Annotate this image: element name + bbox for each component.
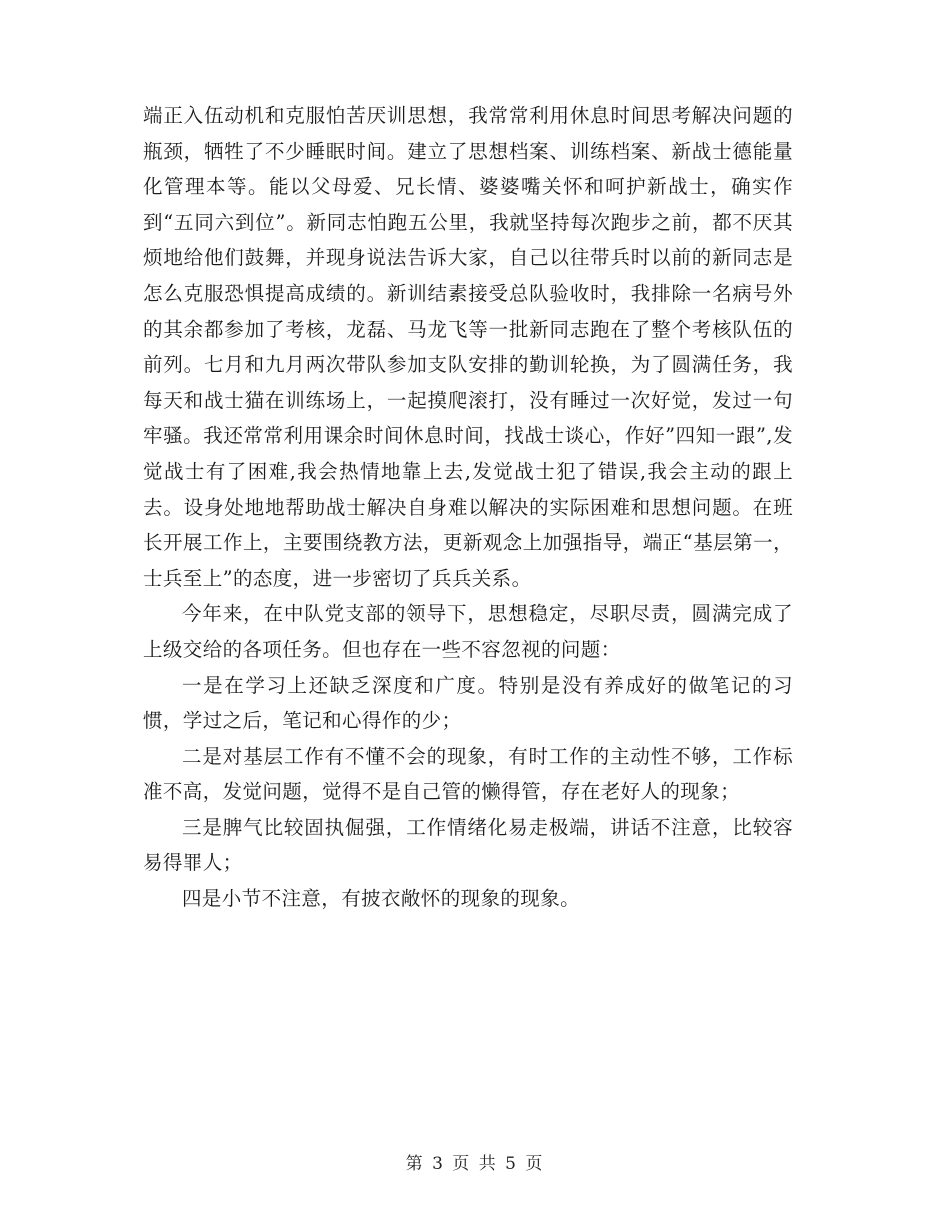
paragraph-1: 端正入伍动机和克服怕苦厌训思想，我常常利用休息时间思考解决问题的瓶颈，牺牲了不少睡眠时间。建立了思想档案、训练档案、新战士德能量化管理本等。能以父母爱、兄长情、婆婆嘴关怀和呵护新战士，确实作到“五同六到位”。新同志怕跑五公里，我就坚持每次跑步之前，都不厌其烦地给他们鼓舞，并现身说法告诉大家，自己以往带兵时以前的新同志是怎么克服恐惧提高成绩的。新训结素接受总队验收时，我排除一名病号外的其余都参加了考核，龙磊、马龙飞等一批新同志跑在了整个考核队伍的前列。七月和九月两次带队参加支队安排的勤训轮换，为了圆满任务，我每天和战士猫在训练场上，一起摸爬滚打，没有睡过一次好觉，发过一句牢骚。我还常常利用课余时间休息时间，找战士谈心，作好”四知一跟”,发觉战士有了困难,我会热情地靠上去,发觉战士犯了错误,我会主动的跟上去。设身处地地帮助战士解决自身难以解决的实际困难和思想问题。在班长开展工作上，主要围绕教方法，更新观念上加强指导，端正“基层第一，士兵至上”的态度，进一步密切了兵兵关系。	[143, 104, 793, 590]
paragraph-6: 四是小节不注意，有披衣敞怀的现象的现象。	[182, 887, 581, 911]
document-body	[143, 98, 793, 917]
paragraph-2: 今年来，在中队党支部的领导下，思想稳定，尽职尽责，圆满完成了上级交给的各项任务。但也存在一些不容忽视的问题：	[143, 602, 793, 661]
page-number-footer: 第 3 页 共 5 页	[405, 1154, 545, 1174]
paragraph-5: 三是脾气比较固执倔强，工作情绪化易走极端，讲话不注意，比较容易得罪人；	[143, 815, 793, 875]
paragraph-4: 二是对基层工作有不懂不会的现象，有时工作的主动性不够，工作标准不高，发觉问题，觉得不是自己管的懒得管，存在老好人的现象；	[143, 744, 793, 804]
paragraph-3: 一是在学习上还缺乏深度和广度。特别是没有养成好的做笔记的习惯，学过之后，笔记和心得作的少；	[143, 673, 793, 733]
